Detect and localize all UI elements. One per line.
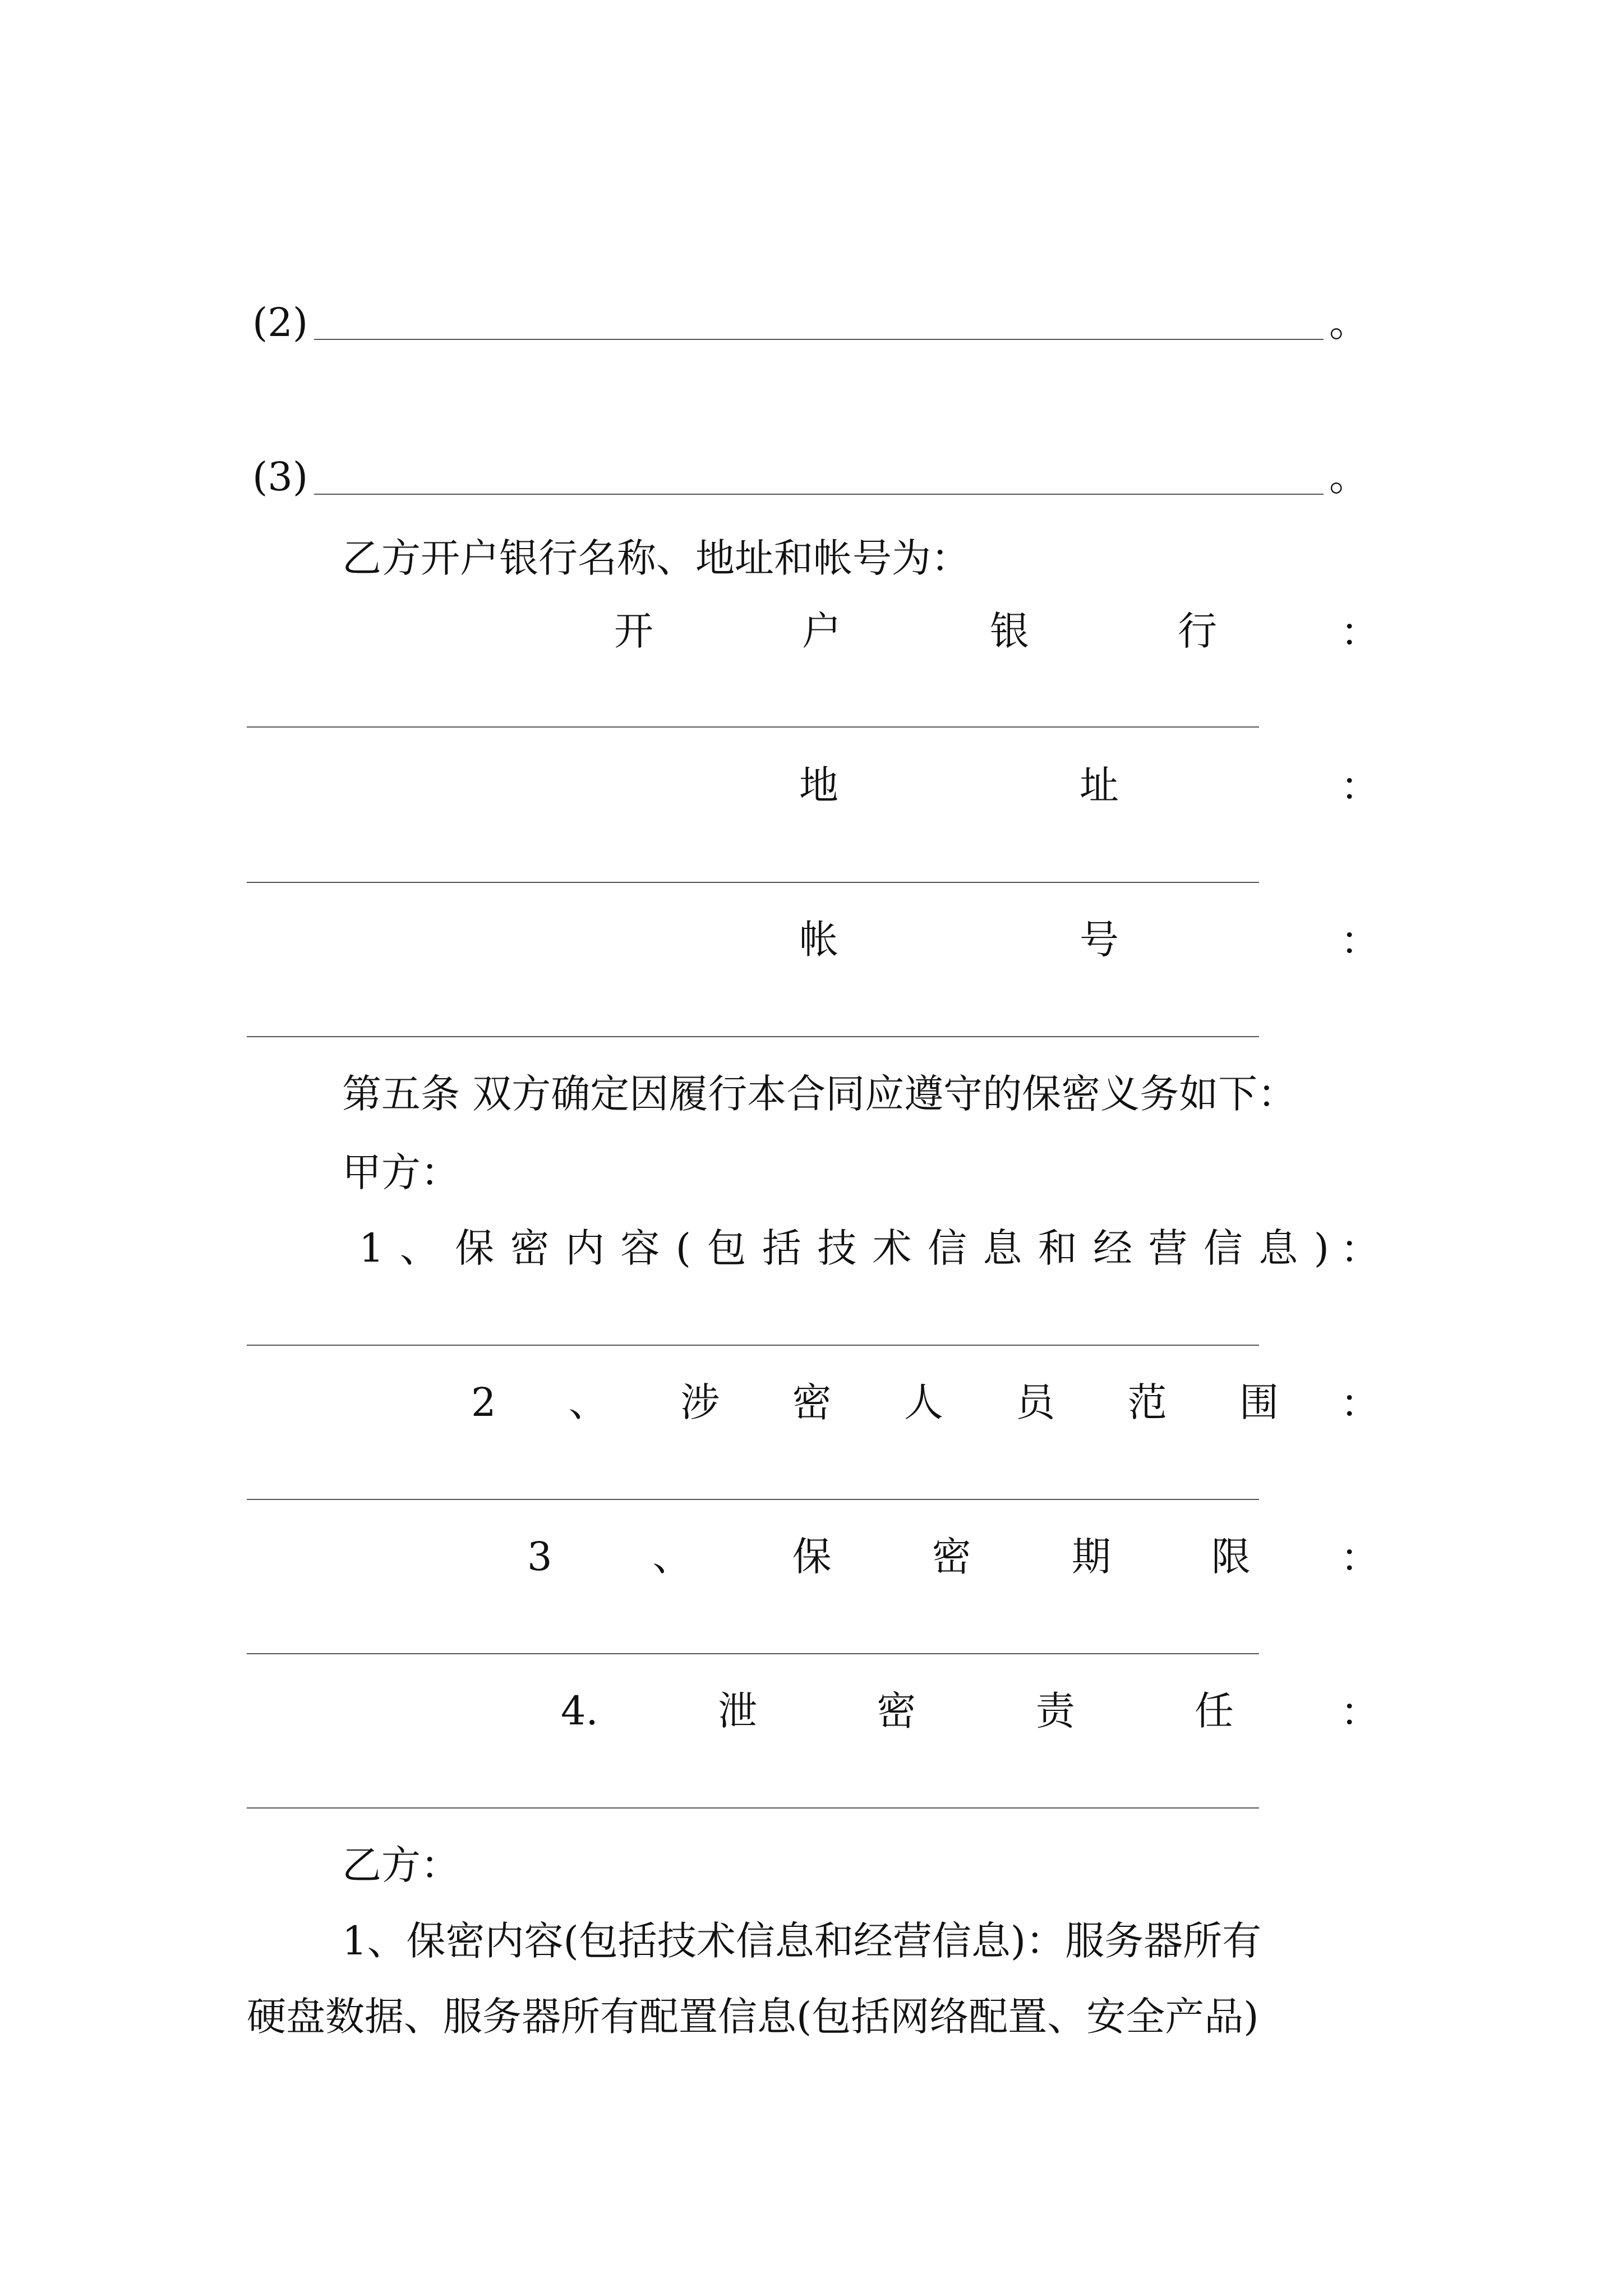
party-a-item-4-label: 4. 泄 密 责 任 [561, 1688, 1234, 1734]
party-a-label: 甲方： [342, 1149, 460, 1195]
bank-address-colon: ： [1340, 763, 1380, 809]
bank-account-blank-line [247, 1036, 1259, 1037]
party-a-item-4-colon: ： [1340, 1689, 1380, 1735]
item-3-blank-line [314, 494, 1324, 495]
bank-account-colon: ： [1340, 918, 1380, 964]
article-5-heading: 第五条 双方确定因履行本合同应遵守的保密义务如下： [342, 1071, 1297, 1117]
item-3-period: 。 [1329, 454, 1368, 500]
party-a-item-4-blank-line [247, 1807, 1259, 1809]
party-a-item-1-label: 1 、 保 密 内 容 ( 包 括 技 术 信 息 和 经 营 信 息 ) [359, 1225, 1329, 1271]
item-2-label: (2) [252, 300, 308, 346]
party-b-item-1-line-2: 硬盘数据、服务器所有配置信息(包括网络配置、安全产品) [247, 1994, 1259, 2040]
item-2-period: 。 [1329, 300, 1368, 346]
party-a-item-1-colon: ： [1340, 1226, 1380, 1272]
item-3-label: (3) [252, 454, 308, 500]
bank-account-label: 帐 号 [799, 917, 1119, 963]
bank-name-label: 开 户 银 行 [614, 608, 1217, 654]
party-b-label: 乙方： [342, 1842, 460, 1888]
party-a-item-3-colon: ： [1340, 1535, 1380, 1581]
party-b-item-1-line-1: 1、保密内容(包括技术信息和经营信息)：服务器所有 [342, 1918, 1262, 1964]
bank-intro-text: 乙方开户银行名称、地址和帐号为： [342, 535, 970, 581]
bank-name-blank-line [247, 726, 1259, 728]
party-a-item-3-label: 3 、 保 密 期 限 [527, 1534, 1251, 1580]
party-a-item-3-blank-line [247, 1653, 1259, 1654]
item-2-blank-line [314, 339, 1324, 340]
bank-address-label: 地 址 [799, 762, 1119, 808]
party-a-item-2-label: 2 、 涉 密 人 员 范 围 [471, 1379, 1279, 1425]
bank-name-colon: ： [1340, 609, 1380, 655]
party-a-item-2-colon: ： [1340, 1381, 1380, 1427]
party-a-item-2-blank-line [247, 1499, 1259, 1500]
bank-address-blank-line [247, 882, 1259, 883]
party-a-item-1-blank-line [247, 1345, 1259, 1346]
